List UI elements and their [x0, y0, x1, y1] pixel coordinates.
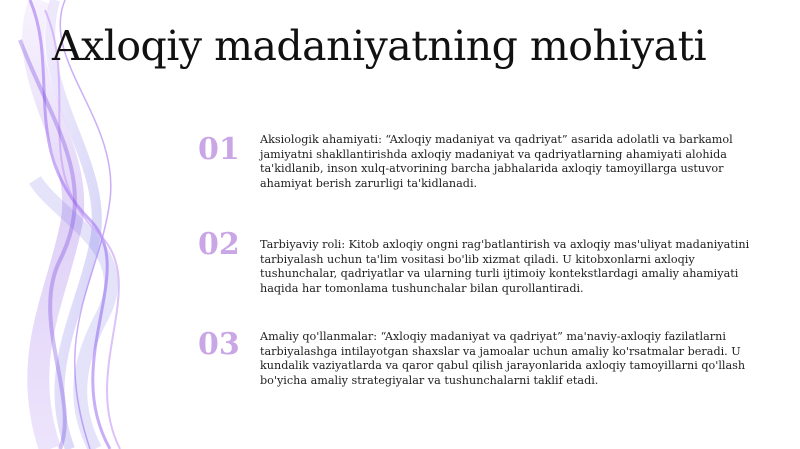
item-text: Tarbiyaviy roli: Kitob axloqiy ongni rag'batlantirish va axloqiy mas'uliyat madaniyatini tarbiyalash uchun ta'lim vositasi bo'lib xizmat qiladi. U kitobxonlarni axloqiy tushunchalar, qadriyatlar va ularning turli ijtimoiy kontekstlardagi amaliy ahamiyati haqida har tomonlama tushunchalar bilan qurollantiradi.: [260, 238, 750, 295]
item-text: Amaliy qo'llanmalar: “Axloqiy madaniyat va qadriyat” ma'naviy-axloqiy fazilatlarni tarbiyalashga intilayotgan shaxslar va jamoalar uchun amaliy ko'rsatmalar beradi. U kundalik vaziyatlarda va qaror qabul qilish jarayonlarida axloqiy tamoyillarni qo'llash bo'yicha amaliy strategiyalar va tushunchalarni taklif etadi.: [260, 330, 746, 387]
item-number: 01: [198, 132, 240, 167]
page-title: Axloqiy madaniyatning mohiyati: [52, 22, 707, 70]
item-number: 03: [198, 327, 240, 362]
item-text: Aksiologik ahamiyati: “Axloqiy madaniyat va qadriyat” asarida adolatli va barkamol jamiyatni shakllantirishda axloqiy madaniyat va qadriyatlarning ahamiyati alohida ta'kidlanib, inson xulq-atvorining barcha jabhalarida axloqiy tamoyillarga ustuvor ahamiyat berish zarurligi ta'kidlanadi.: [260, 133, 733, 190]
item-number: 02: [198, 227, 240, 262]
